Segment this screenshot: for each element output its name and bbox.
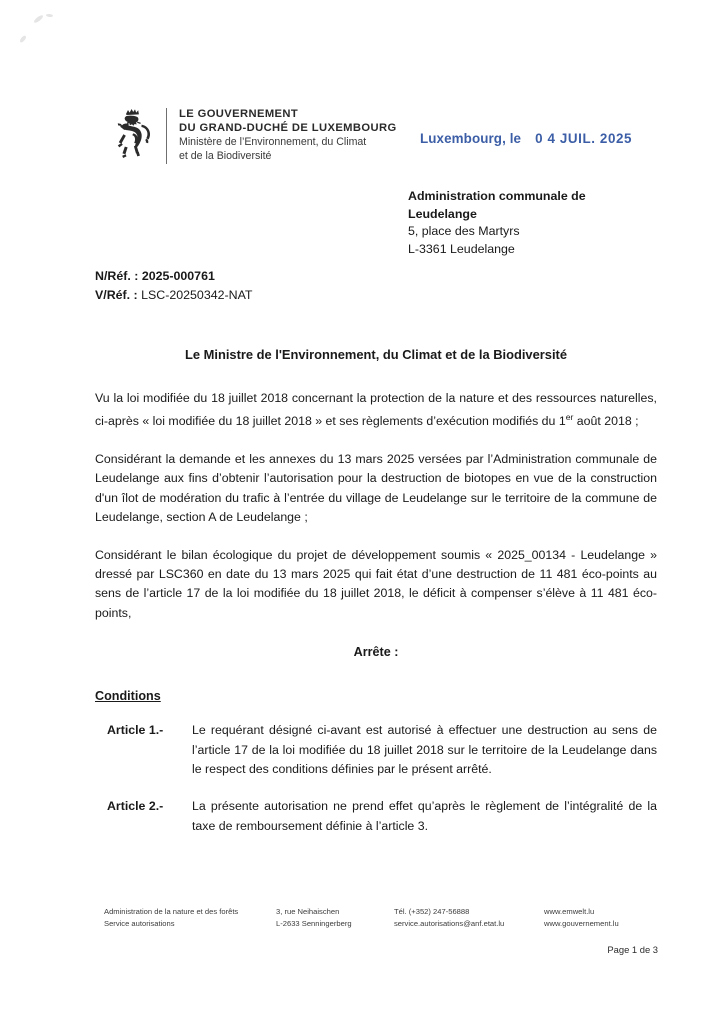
footer-web-column: [544, 906, 660, 929]
footer-street: 3, rue Neihaischen: [276, 907, 340, 916]
letterhead-divider: [166, 108, 167, 164]
your-reference-value: LSC-20250342-NAT: [141, 287, 253, 302]
paragraph-considerant-bilan: Considérant le bilan écologique du projet de développement soumis « 2025_00134 - Leudelange » dressé par LSC360 en date du 13 mars 2025 qui fait état d’une destruction de 11 481 éco-points au sens de l’article 17 de la loi modifiée du 18 juillet 2018, le déficit à compenser s’élève à 11 481 éco-points,: [95, 547, 657, 620]
date-stamp: [420, 131, 632, 146]
date-stamp-prefix: Luxembourg, le: [420, 131, 522, 146]
conditions-heading: Conditions: [95, 689, 161, 704]
recipient-name-line-2: Leudelange: [408, 206, 477, 221]
paragraph-vu: Vu la loi modifiée du 18 juillet 2018 concernant la protection de la nature et des ressources naturelles, ci-après « loi modifiée du 18 juillet 2018 » et ses règlements d’exécution modifiés du 1er août 2018 ;: [95, 391, 657, 429]
scan-artifact-mark: [19, 35, 27, 44]
luxembourg-lion-crest-icon: [112, 106, 158, 164]
recipient-street: 5, place des Martyrs: [408, 224, 520, 239]
government-line-1: LE GOUVERNEMENT: [179, 108, 299, 120]
ministry-line-2: et de la Biodiversité: [179, 150, 272, 163]
footer-service-name: Service autorisations: [104, 918, 175, 928]
our-reference-label: N/Réf. :: [95, 269, 142, 283]
page-title: Le Ministre de l'Environnement, du Climat et de la Biodiversité: [185, 347, 567, 362]
recipient-address-block: [408, 188, 586, 258]
article-item: [95, 721, 657, 779]
recipient-city: L-3361 Leudelange: [408, 241, 515, 256]
ministry-line-1: Ministère de l’Environnement, du Climat: [179, 136, 367, 149]
footer-email[interactable]: service.autorisations@anf.etat.lu: [394, 918, 505, 928]
footer-department-column: [104, 906, 276, 929]
article-text: La présente autorisation ne prend effet qu’après le règlement de l’intégralité de la taxe de remboursement définie à l’article 3.: [192, 799, 657, 833]
our-reference: [95, 267, 253, 286]
government-text: [179, 106, 397, 163]
arrete-heading: Arrête :: [353, 645, 399, 660]
article-item: [95, 797, 657, 836]
scan-artifact-mark: [33, 14, 44, 24]
paragraph-considerant-demande: Considérant la demande et les annexes du 13 mars 2025 versées par l’Administration communale de Leudelange aux fins d’obtenir l’autorisation pour la destruction de biotopes en vue de la construction d'un îlot de modération du trafic à l’entrée du village de Leudelange sur le territoire de la commune de Leudelange, section A de Leudelange ;: [95, 451, 657, 525]
scan-artifact-mark: [46, 14, 53, 18]
page-footer: [104, 906, 660, 929]
reference-block: [95, 267, 253, 304]
recipient-name-line-1: Administration communale de: [408, 189, 586, 203]
footer-phone: Tél. (+352) 247-56888: [394, 907, 470, 916]
page-number: Page 1 de 3: [607, 944, 658, 955]
footer-website-emwelt[interactable]: www.emwelt.lu: [544, 907, 595, 916]
government-line-2: DU GRAND-DUCHÉ DE LUXEMBOURG: [179, 121, 397, 134]
footer-department-name: Administration de la nature et des forêts: [104, 907, 239, 916]
date-stamp-date: 0 4 JUIL. 2025: [535, 131, 633, 146]
article-text: Le requérant désigné ci-avant est autorisé à effectuer une destruction au sens de l’article 17 de la loi modifiée du 18 juillet 2018 sur le territoire de la Leudelange dans le respect des conditions définies par le présent arrêté.: [192, 723, 657, 776]
letterhead: [112, 106, 397, 164]
footer-address-column: [276, 906, 394, 929]
document-body: [95, 389, 657, 836]
article-number: Article 1.-: [107, 723, 164, 738]
footer-postcode-city: L-2633 Senningerberg: [276, 918, 352, 928]
your-reference-label: V/Réf. :: [95, 287, 142, 302]
article-number: Article 2.-: [107, 799, 164, 814]
our-reference-value: 2025-000761: [141, 269, 215, 283]
your-reference: [95, 286, 253, 305]
footer-contact-column: [394, 906, 544, 929]
footer-website-gouvernement[interactable]: www.gouvernement.lu: [544, 918, 619, 928]
